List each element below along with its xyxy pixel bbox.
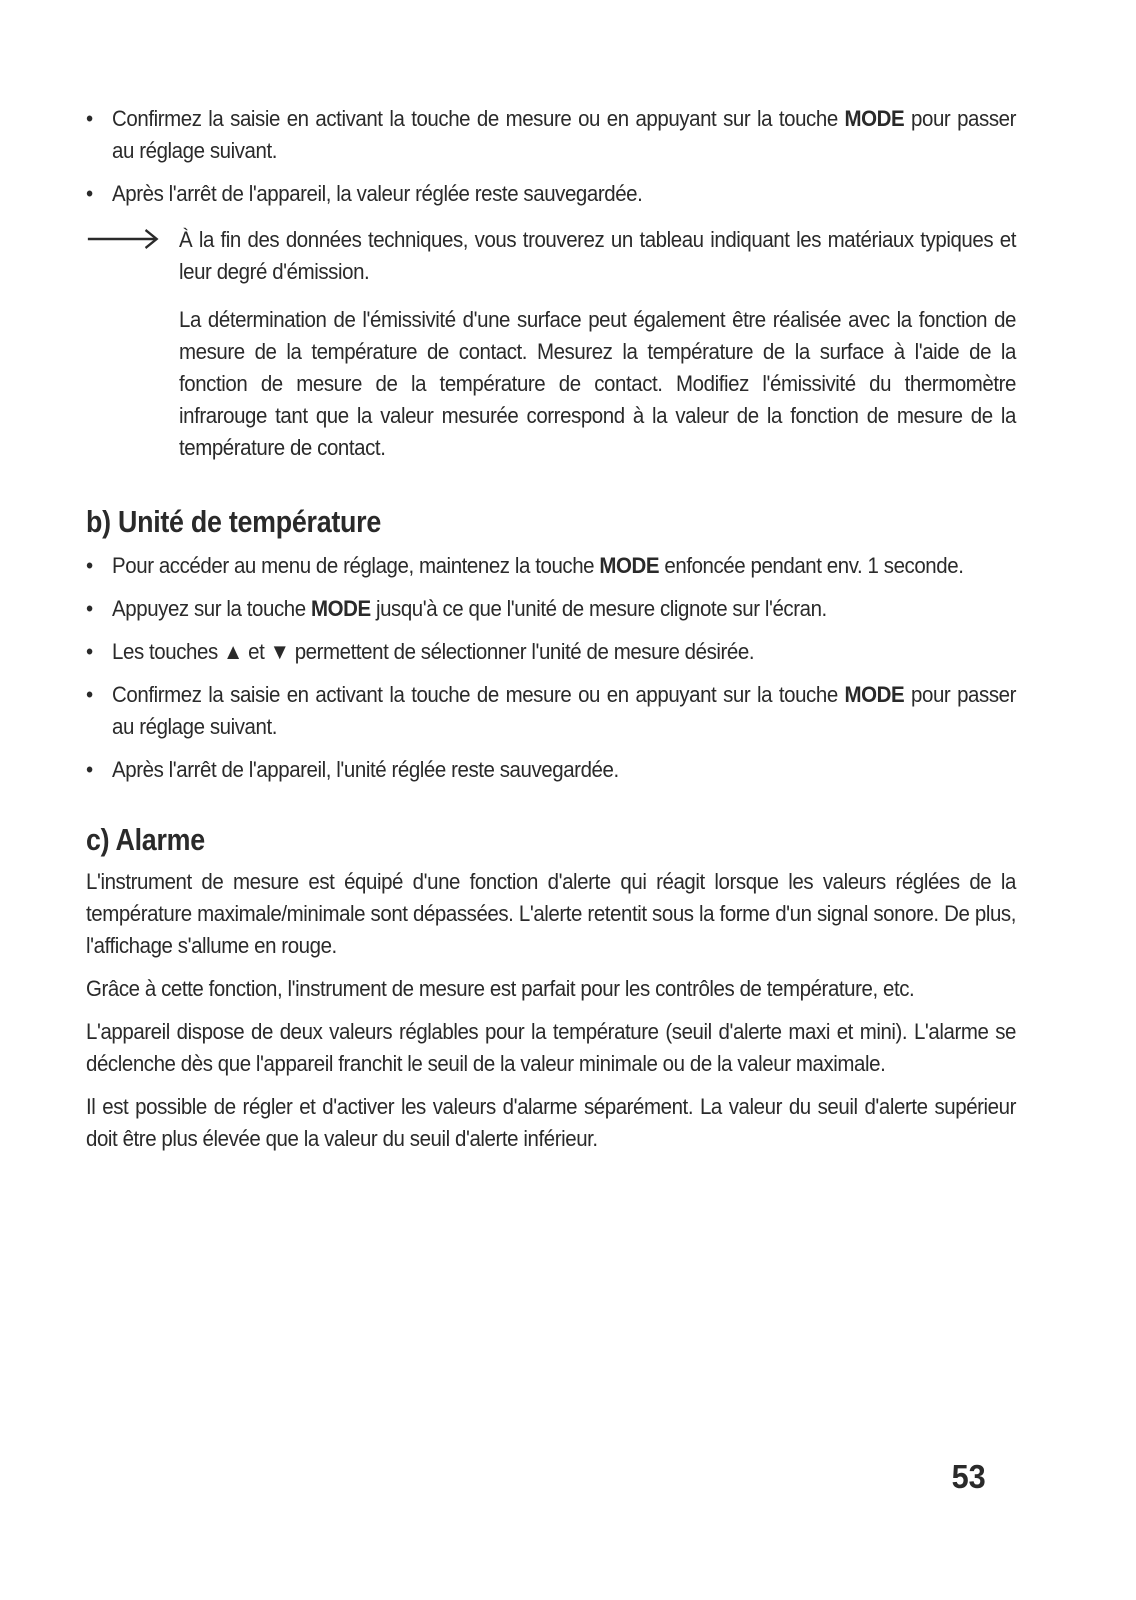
section-heading-c: c) Alarme <box>86 822 205 857</box>
right-arrow-icon <box>86 228 160 250</box>
intro-bullet-list <box>86 103 1016 210</box>
note-paragraph: À la fin des données techniques, vous trouverez un tableau indiquant les matériaux typiques et leur degré d'émission. <box>179 227 1016 284</box>
bullet-glyph: • <box>86 596 93 621</box>
bullet-glyph: • <box>86 639 93 664</box>
bullet-glyph: • <box>86 682 93 707</box>
list-item: • Après l'arrêt de l'appareil, l'unité réglée reste sauvegardée. <box>86 754 1016 786</box>
list-item: • Appuyez sur la touche MODE jusqu'à ce que l'unité de mesure clignote sur l'écran. <box>86 593 1016 625</box>
paragraph: L'instrument de mesure est équipé d'une fonction d'alerte qui réagit lorsque les valeurs réglées de la température maximale/minimale sont dépassées. L'alerte retentit sous la forme d'un signal sonore. De plus, l'affichage s'allume en rouge. <box>86 869 1016 958</box>
section-heading-b: b) Unité de température <box>86 504 381 539</box>
paragraph: L'appareil dispose de deux valeurs réglables pour la température (seuil d'alerte maxi et mini). L'alarme se déclenche dès que l'appareil franchit le seuil de la valeur minimale ou de la valeur maximale. <box>86 1019 1016 1076</box>
list-item: • Les touches ▲ et ▼ permettent de sélectionner l'unité de mesure désirée. <box>86 636 1016 668</box>
bullet-glyph: • <box>86 181 93 206</box>
text-column <box>86 103 1016 1155</box>
bullet-glyph: • <box>86 757 93 782</box>
list-item: • Confirmez la saisie en activant la touche de mesure ou en appuyant sur la touche MODE pour passer au réglage suivant. <box>86 679 1016 743</box>
bullet-glyph: • <box>86 553 93 578</box>
section-c-body <box>86 866 1016 1155</box>
page-number: 53 <box>951 1458 986 1495</box>
note-paragraph: La détermination de l'émissivité d'une surface peut également être réalisée avec la fonction de mesure de la température de contact. Mesurez la température de la surface à l'aide de la fonction de mesure de la température de contact. Modifiez l'émissivité du thermomètre infrarouge tant que la valeur mesurée correspond à la valeur de la fonction de mesure de la température de contact. <box>179 307 1016 460</box>
paragraph: Il est possible de régler et d'activer les valeurs d'alarme séparément. La valeur du seuil d'alerte supérieur doit être plus élevée que la valeur du seuil d'alerte inférieur. <box>86 1094 1016 1151</box>
note-block <box>86 224 1016 464</box>
list-item: • Confirmez la saisie en activant la touche de mesure ou en appuyant sur la touche MODE pour passer au réglage suivant. <box>86 103 1016 167</box>
paragraph: Grâce à cette fonction, l'instrument de mesure est parfait pour les contrôles de température, etc. <box>86 976 915 1001</box>
section-b-bullet-list <box>86 550 1016 786</box>
list-item: • Pour accéder au menu de réglage, maintenez la touche MODE enfoncée pendant env. 1 seconde. <box>86 550 1016 582</box>
bullet-glyph: • <box>86 106 93 131</box>
document-page <box>86 103 1016 1166</box>
list-item: • Après l'arrêt de l'appareil, la valeur réglée reste sauvegardée. <box>86 178 1016 210</box>
